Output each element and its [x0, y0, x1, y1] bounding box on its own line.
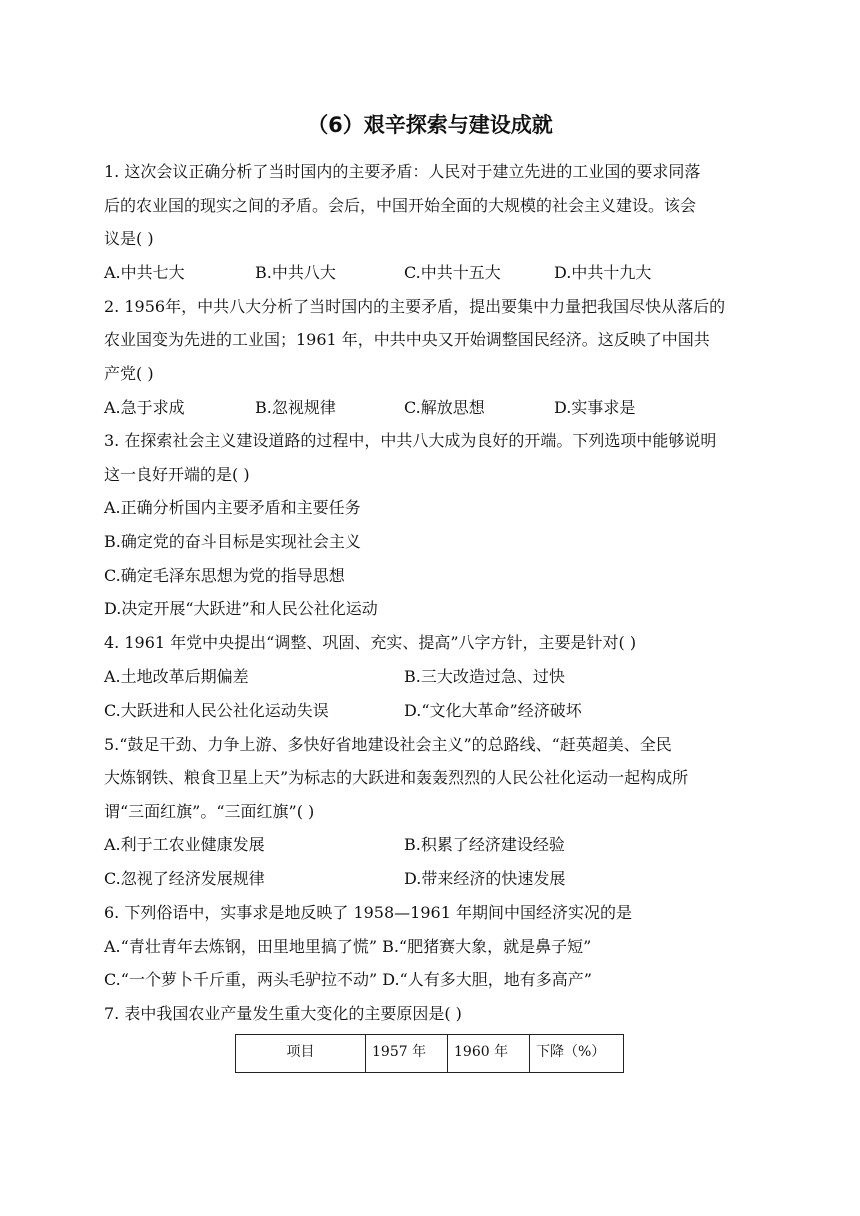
- question-text: 4. 1961 年党中央提出“调整、巩固、充实、提高”八字方针，主要是针对( ): [104, 633, 637, 652]
- option-d[interactable]: D.带来经济的快速发展: [404, 869, 566, 888]
- option-a[interactable]: A.土地改革后期偏差: [104, 667, 249, 686]
- option-b[interactable]: B.忽视规律: [255, 398, 336, 417]
- question-text: 6. 下列俗语中，实事求是地反映了 1958—1961 年期间中国经济实况的是: [104, 903, 632, 922]
- table-header-cell: 1960 年: [448, 1035, 530, 1073]
- question-text: 农业国变为先进的工业国；1961 年，中共中央又开始调整国民经济。这反映了中国共: [104, 330, 710, 349]
- option-d[interactable]: D.中共十九大: [554, 263, 652, 282]
- question-text: 3. 在探索社会主义建设道路的过程中，中共八大成为良好的开端。下列选项中能够说明: [104, 431, 717, 450]
- option-b[interactable]: B.积累了经济建设经验: [404, 835, 565, 854]
- question-text: 后的农业国的现实之间的矛盾。会后，中国开始全面的大规模的社会主义建设。该会: [104, 196, 697, 215]
- option-a-b[interactable]: A.“青壮青年去炼钢，田里地里搞了慌” B.“肥猪赛大象，就是鼻子短”: [104, 937, 592, 956]
- option-a[interactable]: A.急于求成: [104, 398, 185, 417]
- option-d[interactable]: D.“文化大革命”经济破坏: [404, 701, 582, 720]
- table-header-cell: 1957 年: [366, 1035, 448, 1073]
- option-a[interactable]: A.利于工农业健康发展: [104, 835, 265, 854]
- table-header-cell: 下降（%）: [530, 1035, 624, 1073]
- table-header-row: [236, 1035, 624, 1073]
- question-text: 1. 这次会议正确分析了当时国内的主要矛盾：人民对于建立先进的工业国的要求同落: [104, 162, 701, 181]
- question-text: 议是( ): [104, 229, 154, 248]
- option-c[interactable]: C.忽视了经济发展规律: [104, 869, 265, 888]
- option-a[interactable]: A.中共七大: [104, 263, 185, 282]
- option-b[interactable]: B.中共八大: [255, 263, 336, 282]
- table-header-cell: 项目: [236, 1035, 366, 1073]
- question-text: 谓“三面红旗”。“三面红旗”( ): [104, 802, 315, 821]
- option-b[interactable]: B.三大改造过急、过快: [404, 667, 565, 686]
- option-c-d[interactable]: C.“一个萝卜千斤重，两头毛驴拉不动” D.“人有多大胆，地有多高产”: [104, 970, 592, 989]
- option-c[interactable]: C.解放思想: [404, 398, 485, 417]
- question-text: 产党( ): [104, 364, 154, 383]
- page-title: （6）艰辛探索与建设成就: [307, 113, 553, 137]
- option-c[interactable]: C.大跃进和人民公社化运动失误: [104, 701, 329, 720]
- question-text: 7. 表中我国农业产量发生重大变化的主要原因是( ): [104, 1004, 462, 1023]
- option-c[interactable]: C.确定毛泽东思想为党的指导思想: [104, 566, 345, 585]
- question-text: 2. 1956年，中共八大分析了当时国内的主要矛盾，提出要集中力量把我国尽快从落后的: [104, 297, 726, 316]
- option-c[interactable]: C.中共十五大: [404, 263, 501, 282]
- option-b[interactable]: B.确定党的奋斗目标是实现社会主义: [104, 532, 361, 551]
- option-d[interactable]: D.实事求是: [554, 398, 636, 417]
- option-a[interactable]: A.正确分析国内主要矛盾和主要任务: [104, 498, 361, 517]
- question-text: 5.“鼓足干劲、力争上游、多快好省地建设社会主义”的总路线、“赶英超美、全民: [104, 735, 672, 754]
- data-table: [235, 1034, 624, 1073]
- option-d[interactable]: D.决定开展“大跃进”和人民公社化运动: [104, 599, 378, 618]
- question-text: 这一良好开端的是( ): [104, 465, 250, 484]
- question-text: 大炼钢铁、粮食卫星上天”为标志的大跃进和轰轰烈烈的人民公社化运动一起构成所: [104, 768, 689, 787]
